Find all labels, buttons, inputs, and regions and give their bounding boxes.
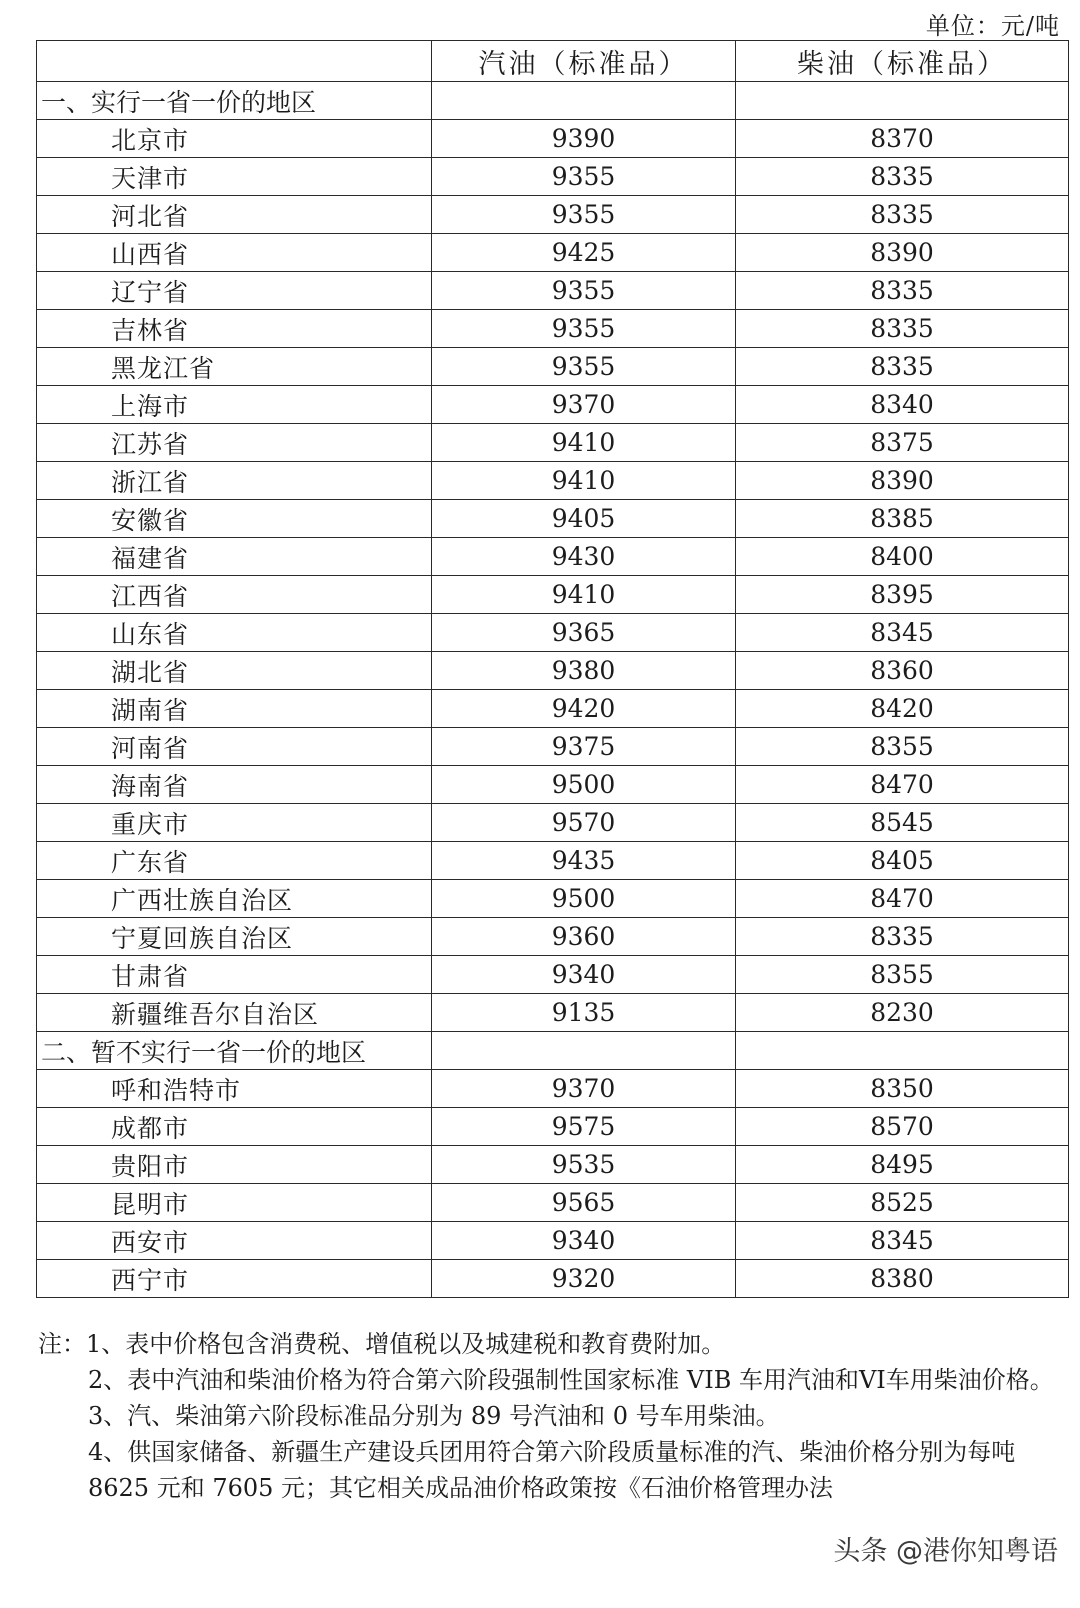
gasoline-price-cell: 9575 — [432, 1108, 736, 1146]
diesel-price-cell: 8375 — [736, 424, 1069, 462]
notes — [38, 1326, 1068, 1506]
gasoline-price-cell: 9380 — [432, 652, 736, 690]
gasoline-price-cell: 9370 — [432, 386, 736, 424]
region-cell: 湖南省 — [37, 690, 432, 728]
diesel-price-cell: 8400 — [736, 538, 1069, 576]
diesel-price-cell: 8380 — [736, 1260, 1069, 1298]
diesel-price-cell: 8340 — [736, 386, 1069, 424]
diesel-price-cell: 8470 — [736, 766, 1069, 804]
gasoline-price-cell: 9570 — [432, 804, 736, 842]
diesel-price-cell: 8525 — [736, 1184, 1069, 1222]
table-row — [37, 1260, 1069, 1298]
section-empty-cell — [736, 82, 1069, 120]
note-2: 2、表中汽油和柴油价格为符合第六阶段强制性国家标准 VIB 车用汽油和VI车用柴油价格。 — [88, 1366, 1054, 1394]
header-region — [37, 41, 432, 82]
region-cell: 吉林省 — [37, 310, 432, 348]
region-cell: 天津市 — [37, 158, 432, 196]
diesel-price-cell: 8335 — [736, 196, 1069, 234]
diesel-price-cell: 8495 — [736, 1146, 1069, 1184]
diesel-price-cell: 8405 — [736, 842, 1069, 880]
table-row — [37, 348, 1069, 386]
table-row — [37, 310, 1069, 348]
table-row — [37, 158, 1069, 196]
region-cell: 甘肃省 — [37, 956, 432, 994]
gasoline-price-cell: 9355 — [432, 310, 736, 348]
gasoline-price-cell: 9340 — [432, 1222, 736, 1260]
gasoline-price-cell: 9355 — [432, 272, 736, 310]
section-row — [37, 82, 1069, 120]
region-cell: 西宁市 — [37, 1260, 432, 1298]
region-cell: 辽宁省 — [37, 272, 432, 310]
diesel-price-cell: 8545 — [736, 804, 1069, 842]
table-row — [37, 386, 1069, 424]
gasoline-price-cell: 9320 — [432, 1260, 736, 1298]
header-gasoline: 汽油（标准品） — [432, 41, 736, 82]
gasoline-price-cell: 9565 — [432, 1184, 736, 1222]
region-cell: 河南省 — [37, 728, 432, 766]
table-row — [37, 728, 1069, 766]
table-row — [37, 576, 1069, 614]
table-row — [37, 1222, 1069, 1260]
region-cell: 河北省 — [37, 196, 432, 234]
diesel-price-cell: 8355 — [736, 728, 1069, 766]
table-row — [37, 234, 1069, 272]
region-cell: 湖北省 — [37, 652, 432, 690]
table-row — [37, 880, 1069, 918]
section-empty-cell — [736, 1032, 1069, 1070]
table-row — [37, 272, 1069, 310]
table-row — [37, 918, 1069, 956]
table-row — [37, 120, 1069, 158]
region-cell: 重庆市 — [37, 804, 432, 842]
region-cell: 北京市 — [37, 120, 432, 158]
diesel-price-cell: 8355 — [736, 956, 1069, 994]
note-3: 3、汽、柴油第六阶段标准品分别为 89 号汽油和 0 号车用柴油。 — [88, 1402, 780, 1430]
diesel-price-cell: 8390 — [736, 462, 1069, 500]
gasoline-price-cell: 9135 — [432, 994, 736, 1032]
region-cell: 安徽省 — [37, 500, 432, 538]
diesel-price-cell: 8335 — [736, 310, 1069, 348]
diesel-price-cell: 8390 — [736, 234, 1069, 272]
gasoline-price-cell: 9420 — [432, 690, 736, 728]
diesel-price-cell: 8350 — [736, 1070, 1069, 1108]
gasoline-price-cell: 9355 — [432, 158, 736, 196]
region-cell: 山西省 — [37, 234, 432, 272]
section-row — [37, 1032, 1069, 1070]
diesel-price-cell: 8345 — [736, 1222, 1069, 1260]
table-row — [37, 424, 1069, 462]
table-row — [37, 994, 1069, 1032]
diesel-price-cell: 8345 — [736, 614, 1069, 652]
region-cell: 江西省 — [37, 576, 432, 614]
region-cell: 新疆维吾尔自治区 — [37, 994, 432, 1032]
table-row — [37, 690, 1069, 728]
note-4: 4、供国家储备、新疆生产建设兵团用符合第六阶段质量标准的汽、柴油价格分别为每吨 8625 元和 7605 元；其它相关成品油价格政策按《石油价格管理办法 — [88, 1438, 1016, 1502]
region-cell: 广东省 — [37, 842, 432, 880]
table-row — [37, 614, 1069, 652]
gasoline-price-cell: 9360 — [432, 918, 736, 956]
diesel-price-cell: 8470 — [736, 880, 1069, 918]
region-cell: 福建省 — [37, 538, 432, 576]
diesel-price-cell: 8335 — [736, 272, 1069, 310]
region-cell: 昆明市 — [37, 1184, 432, 1222]
table-row — [37, 538, 1069, 576]
table-row — [37, 462, 1069, 500]
header-diesel: 柴油（标准品） — [736, 41, 1069, 82]
region-cell: 宁夏回族自治区 — [37, 918, 432, 956]
gasoline-price-cell: 9340 — [432, 956, 736, 994]
gasoline-price-cell: 9355 — [432, 348, 736, 386]
gasoline-price-cell: 9370 — [432, 1070, 736, 1108]
table-row — [37, 1146, 1069, 1184]
table-row — [37, 500, 1069, 538]
watermark: 头条 @港你知粤语 — [833, 1536, 1058, 1567]
diesel-price-cell: 8570 — [736, 1108, 1069, 1146]
region-cell: 浙江省 — [37, 462, 432, 500]
table-row — [37, 196, 1069, 234]
diesel-price-cell: 8395 — [736, 576, 1069, 614]
gasoline-price-cell: 9425 — [432, 234, 736, 272]
region-cell: 呼和浩特市 — [37, 1070, 432, 1108]
table-row — [37, 652, 1069, 690]
table-row — [37, 804, 1069, 842]
gasoline-price-cell: 9435 — [432, 842, 736, 880]
table-row — [37, 1184, 1069, 1222]
diesel-price-cell: 8230 — [736, 994, 1069, 1032]
gasoline-price-cell: 9500 — [432, 880, 736, 918]
section-title: 二、暂不实行一省一价的地区 — [37, 1032, 432, 1070]
section-empty-cell — [432, 1032, 736, 1070]
region-cell: 黑龙江省 — [37, 348, 432, 386]
diesel-price-cell: 8385 — [736, 500, 1069, 538]
gasoline-price-cell: 9535 — [432, 1146, 736, 1184]
diesel-price-cell: 8335 — [736, 158, 1069, 196]
diesel-price-cell: 8335 — [736, 918, 1069, 956]
gasoline-price-cell: 9405 — [432, 500, 736, 538]
gasoline-price-cell: 9375 — [432, 728, 736, 766]
diesel-price-cell: 8335 — [736, 348, 1069, 386]
gasoline-price-cell: 9390 — [432, 120, 736, 158]
table-row — [37, 956, 1069, 994]
region-cell: 江苏省 — [37, 424, 432, 462]
section-empty-cell — [432, 82, 736, 120]
region-cell: 西安市 — [37, 1222, 432, 1260]
table-header-row — [37, 41, 1069, 82]
table-row — [37, 766, 1069, 804]
table-row — [37, 842, 1069, 880]
gasoline-price-cell: 9430 — [432, 538, 736, 576]
note-1: 注：1、表中价格包含消费税、增值税以及城建税和教育费附加。 — [38, 1330, 726, 1358]
gasoline-price-cell: 9410 — [432, 462, 736, 500]
gasoline-price-cell: 9365 — [432, 614, 736, 652]
region-cell: 海南省 — [37, 766, 432, 804]
table-row — [37, 1070, 1069, 1108]
gasoline-price-cell: 9410 — [432, 576, 736, 614]
region-cell: 成都市 — [37, 1108, 432, 1146]
diesel-price-cell: 8360 — [736, 652, 1069, 690]
gasoline-price-cell: 9500 — [432, 766, 736, 804]
price-table — [36, 40, 1069, 1298]
region-cell: 贵阳市 — [37, 1146, 432, 1184]
region-cell: 山东省 — [37, 614, 432, 652]
diesel-price-cell: 8420 — [736, 690, 1069, 728]
section-title: 一、实行一省一价的地区 — [37, 82, 432, 120]
region-cell: 广西壮族自治区 — [37, 880, 432, 918]
gasoline-price-cell: 9410 — [432, 424, 736, 462]
region-cell: 上海市 — [37, 386, 432, 424]
unit-label: 单位：元/吨 — [925, 12, 1060, 40]
gasoline-price-cell: 9355 — [432, 196, 736, 234]
diesel-price-cell: 8370 — [736, 120, 1069, 158]
table-row — [37, 1108, 1069, 1146]
